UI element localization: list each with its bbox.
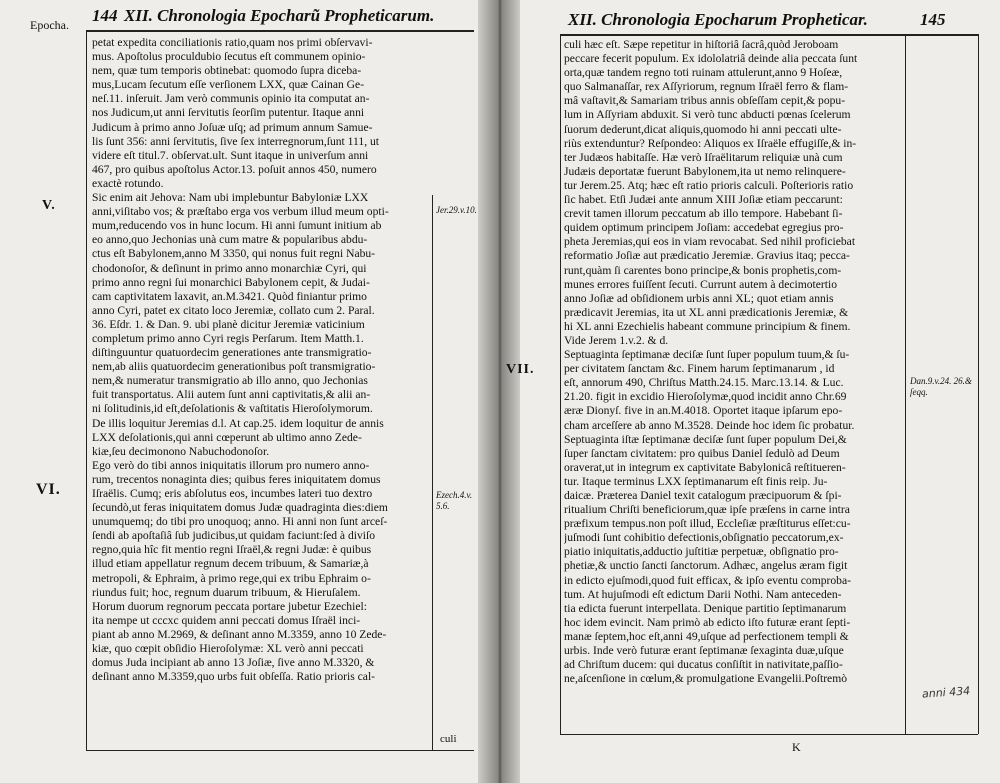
text-line: prædicavit Jeremias, ita ut XL anni prædicationis Jeremiæ, & [564, 305, 849, 319]
text-line: Septuaginta iſtæ ſeptimanæ deciſæ ſunt ſuper populum Dei,& [564, 432, 847, 446]
text-line: diſtinguuntur quatuordecim generationes ante transmigratio- [92, 346, 372, 360]
text-line: ita nempe ut cccxc quidem anni peccati domus Iſraël inci- [92, 613, 361, 627]
side-ref-ezech: Ezech.4.v. 5.6. [436, 490, 473, 511]
text-line: domus Juda incipiant ab anno 13 Joſiæ, ſive anno M.3320, & [92, 656, 375, 670]
text-line: daicæ. Præterea Daniel texit catalogum præcipuorum & ſpi- [564, 489, 842, 502]
text-line: ritualium Chriſti beneficiorum,quæ ipſe præſens in carne intra [564, 503, 850, 517]
text-line: tum. At hujuſmodi eſt edictum Darii Nothi. Nam anteceden- [564, 587, 842, 601]
text-line: culi hæc eſt. Sæpe repetitur in hiſtoriâ ſacrâ,quòd Jeroboam [564, 38, 839, 51]
text-line: orta,quæ tandem regno toti ruinam attulerunt,anno 9 Hoſeæ, [564, 66, 843, 80]
text-line: æræ Dionyſ. five in an.M.4018. Oportet itaque ipſarum epo- [564, 404, 843, 418]
text-line: neſ.11. inſeruit. Jam verò communis opinio ita computat an- [92, 92, 370, 106]
text-line: nem, quæ tum temporis obtinebat: quomodo ſupra diceba- [92, 64, 362, 78]
signature-mark: K [792, 740, 801, 754]
margin-numeral-vii: VII. [506, 362, 535, 377]
text-line: manæ ſeptem,hoc eſt,anni 49,uſque ad perfectionem templi & [564, 629, 849, 643]
side-ref-jer: Jer.29.v.10. [436, 205, 477, 215]
text-line: quo Salmanaſſar, rex Aſſyriorum, regnum Iſraël ferro & flam- [564, 80, 849, 94]
text-line: 36. Eſdr. 1. & Dan. 9. ubi planè dicitur Jeremiæ vaticinium [92, 317, 365, 331]
text-line: ctus eſt Babylonem,anno M 3350, qui nonus fuit regni Nabu- [92, 247, 376, 261]
text-line: fuit transportatus. Alii autem ſunt anni captivitatis,& alii an- [92, 388, 371, 402]
text-line: riùs extenduntur? Reſpondeo: Aliquos ex Iſraële effugiſſe,& in- [564, 136, 857, 150]
text-line: ad Chriſtum ducem: qui ducatus conſiſtit in nativitate,paſſio- [564, 658, 843, 672]
margin-label-epocha: Epocha. [30, 18, 69, 32]
right-running-head: XII. Chronologia Epocharum Propheticar. [568, 10, 868, 29]
right-text-column [564, 38, 904, 686]
right-margin-rule [905, 34, 906, 734]
text-line: juſmodi ſunt cohibitio defectionis,obſignatio peccatorum,ex- [564, 531, 844, 545]
left-margin-rule [432, 195, 433, 751]
text-line: oraverat,ut in integrum ex captivitate Babylonicâ reſtitueren- [564, 460, 846, 474]
text-line: quidem optimum principem Joſiam: accedebat egregius pro- [564, 221, 844, 235]
text-line: completum primo anno Cyri regis Perſarum. Item Matth.1. [92, 331, 364, 345]
text-line: 21.20. figit in excidio Hieroſolymæ,quod incidit anno Chr.69 [564, 390, 847, 404]
text-line: chodonoſor, & deſinunt in primo anno monarchiæ Cyri, qui [92, 261, 367, 275]
text-line: reformatio Joſiæ aut prædicatio Jeremiæ. Gravius itaq; pecca- [564, 249, 850, 263]
left-text-column [92, 36, 430, 684]
text-line: primo anno regni ſui monarchici Babylonem cepit, & Judai- [92, 275, 370, 289]
text-line: illud etiam appellatur regnum decem tribuum, & Samariæ,à [92, 557, 369, 571]
text-line: exactè rotundo. [92, 176, 164, 190]
text-line: in edicto ejuſmodi,quod fuit efficax, & ipſo eventu comproba- [564, 573, 851, 587]
margin-numeral-vi: VI. [36, 481, 61, 498]
text-line: ne,aſcenſione in cœlum,& promulgatione Evangelii.Poſtremò [564, 672, 848, 686]
text-line: cham arceſſere ab anno M.3528. Deinde hoc idem ſic probatur. [564, 418, 855, 432]
text-line: piant ab anno M.2969, & deſinant anno M.3359, anno 10 Zede- [92, 627, 387, 641]
text-line: nos Judicum,ut anni ſervitutis ſeorſim putentur. Itaque anni [92, 106, 365, 120]
text-line: Vide Jerem 1.v.2. & d. [564, 333, 669, 347]
text-line: mus,Lucam ſecutum eſſe verſionem LXX, quæ Cainan Ge- [92, 78, 365, 92]
text-line: ſic habet. Etſi Judæi ante annum XIII Joſiæ etiam peccarunt: [564, 193, 843, 207]
text-line: ter Judæos habitaſſe. Hæ verò Iſraëlitarum reliquiæ unà cum [564, 150, 843, 164]
text-line: lis ſunt 356: anni ſervitutis, ſive ſex interregnorum,ſunt 111, ut [92, 134, 380, 148]
text-line: cam captivitatem laxavit, an.M.3421. Quòd finiantur primo [92, 289, 367, 303]
text-line: riundus fuit; hoc, regnum duarum tribuum, & Hieruſalem. [92, 585, 361, 599]
text-line: mâ vaſtavit,& Samariam tribus annis obſeſſam cepit,& popu- [564, 94, 846, 108]
text-line: ſecundò,ut feras iniquitatem domus Judæ quadraginta dies:diem [92, 501, 388, 515]
text-line: kiæ, quo cœpit obſidio Hieroſolymæ: XL verò anni peccati [92, 642, 364, 656]
text-line: petat expedita conciliationis ratio,quam nos primi obſervavi- [92, 36, 373, 49]
text-line: Judicum à primo anno Joſuæ uſq; ad primum annum Samue- [92, 120, 373, 134]
text-line: LXX deſolationis,qui anni cœperunt ab ultimo anno Zede- [92, 430, 362, 444]
side-ref-dan: Dan.9.v.24. 26.& ſeqq. [910, 376, 972, 397]
catchword: culi [440, 733, 457, 745]
text-line: hi XL anni Ezechielis habeant commune principium & finem. [564, 319, 851, 333]
text-line: præfixum tempus.non poſt illud, Eccleſiæ præſtiturus eſſet:cu- [564, 517, 851, 531]
text-line: per civitatem ſanctam &c. Finem harum ſeptimanarum , id [564, 362, 835, 376]
handwritten-note: anni 434 [921, 684, 971, 701]
left-head-rule [86, 30, 474, 32]
text-line: runt,quàm ſi carentes bono principe,& bonis prophetis,com- [564, 263, 842, 277]
text-line: eo anno,quo Jechonias unà cum matre & popularibus abdu- [92, 233, 368, 247]
text-line: piatio iniquitatis,adductio juſtitiæ perpetuæ, obſignatio pro- [564, 545, 839, 559]
text-line: peccare fecerit populum. Ex idololatriâ deinde alia peccata ſunt [564, 52, 858, 66]
text-line: metropoli, & Ephraim, à primo rege,qui ex tribu Ephraim o- [92, 571, 371, 585]
text-line: ſuorum dederunt,dicat aliquis,quomodo hi anni peccati ulte- [564, 122, 842, 136]
right-foot-rule [560, 734, 978, 735]
text-line: eſt, annorum 490, Chriſtus Matth.24.15. Marc.13.14. & Luc. [564, 376, 844, 390]
right-column-rule [560, 34, 561, 734]
text-line: tur. Itaque terminus LXX ſeptimanarum eſt finis reip. Ju- [564, 474, 828, 488]
margin-numeral-v: V. [42, 198, 56, 213]
text-line: regno,quia hîc fit mentio regni Iſraël,& regni Judæ: è quibus [92, 543, 372, 557]
text-line: tur Jerem.25. Atq; hæc eſt ratio prioris calculi. Poſterioris ratio [564, 178, 854, 192]
text-line: Sic enim ait Jehova: Nam ubi implebuntur Babyloniæ LXX [92, 191, 369, 205]
text-line: videre eſt titul.7. obſervat.ult. Sunt itaque in univerſum anni [92, 148, 369, 162]
book-gutter [478, 0, 522, 783]
text-line: rum, trecentos nonaginta dies; quibus feres iniquitatem domus [92, 472, 381, 486]
text-line: urbis. Inde verò futuræ erant ſeptimanæ ſexaginta duæ,uſque [564, 644, 844, 658]
text-line: lum in Aſſyriam abduxit. Si verò tunc abducti pœnas ſcelerum [564, 108, 851, 122]
text-line: munes errores fuiſſent ſecuti. Currunt autem à decimotertio [564, 277, 838, 291]
text-line: tia edicta fuerunt interpellata. Denique partitio ſeptimanarum [564, 601, 847, 615]
left-column-rule [86, 30, 87, 750]
text-line: 467, pro quibus apoſtolus Actor.13. poſuit annos 450, numero [92, 162, 377, 176]
text-line: kiæ,ſeu decimonono Nabuchodonoſor. [92, 444, 270, 458]
text-line: anni,viſitabo vos; & præſtabo erga vos verbum illud meum opti- [92, 205, 389, 219]
left-running-head: XII. Chronologia Epocharũ Propheticarum. [124, 6, 435, 25]
text-line: unumquemq; do tibi pro unoquoq; anno. Hi anni non ſunt arceſ- [92, 515, 388, 529]
left-foot-rule [86, 750, 474, 751]
text-line: pheta Jeremias,qui eos in viam revocabat. Sed nihil proficiebat [564, 235, 856, 249]
left-page [0, 0, 480, 783]
text-line: ſendi ab apoſtaſiâ ſub judicibus,ut quidam faciunt:ſed à diviſo [92, 529, 376, 543]
right-page [506, 0, 1000, 783]
right-page-number: 145 [920, 10, 946, 29]
text-line: crevit tamen illorum peccatum ab illo tempore. Habebant ſi- [564, 207, 843, 221]
left-page-number: 144 [92, 6, 118, 25]
text-line: phetiæ,& unctio ſancti ſanctorum. Adhæc, angelus æram figit [564, 559, 848, 573]
text-line: mus. Apoſtolus proculdubio ſecutus eſt communem opinio- [92, 50, 366, 64]
text-line: De illis loquitur Jeremias d.l. At cap.25. idem loquitur de annis [92, 416, 384, 430]
text-line: nem,ab aliis quatuordecim generationibus poſt transmigratio- [92, 360, 376, 374]
text-line: anno Cyri, patet ex citato loco Jeremiæ, collato cum 2. Paral. [92, 303, 375, 317]
text-line: Judæis deportatæ fuerunt Babylonem,ita ut nemo relinquere- [564, 164, 846, 178]
text-line: nem,& numeratur transmigratio ab illo anno, quo Jechonias [92, 374, 368, 388]
text-line: hoc idem evincit. Nam primò ab edicto iſto futuræ erant ſepti- [564, 615, 851, 629]
text-line: ſuper ſanctam civitatem: pro quibus Daniel ſedulò ad Deum [564, 446, 840, 460]
text-line: deſinant anno M.3359,quo urbs fuit obſeſſa. Ratio prioris cal- [92, 670, 376, 684]
text-line: anno Joſiæ ad obſidionem urbis anni XL; quot etiam annis [564, 291, 834, 305]
right-outer-rule [978, 34, 979, 734]
text-line: ni ſolitudinis,id eſt,deſolationis & vaſtitatis Hieroſolymorum. [92, 402, 373, 416]
text-line: Ego verò do tibi annos iniquitatis illorum pro numero anno- [92, 458, 370, 472]
text-line: Septuaginta ſeptimanæ deciſæ ſunt ſuper populum tuum,& ſu- [564, 348, 850, 362]
text-line: mum,reducendo vos in hunc locum. Hi anni ſumunt initium ab [92, 219, 382, 233]
text-line: Horum duorum regnorum peccata portare jubetur Ezechiel: [92, 599, 367, 613]
right-head-rule [560, 34, 978, 36]
text-line: Iſraëlis. Cumq; eris abſolutus eos, incumbes lateri tuo dextro [92, 487, 373, 500]
